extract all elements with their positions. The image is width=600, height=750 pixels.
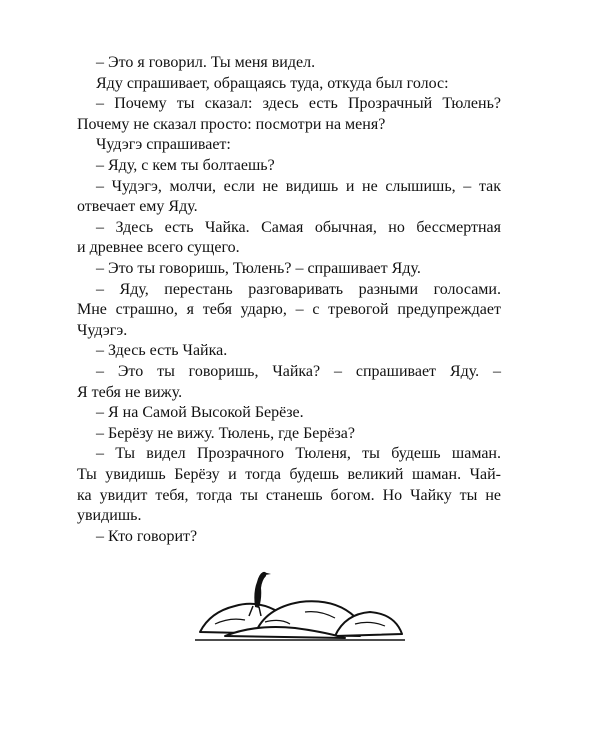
text-line: Почему не сказал просто: посмотри на меня? (77, 115, 386, 133)
text-line: – Почему ты сказал: здесь есть Прозрачный Тюлень? (96, 95, 501, 113)
text-line: и древнее всего сущего. (77, 239, 240, 257)
text-line: – Яду, с кем ты болтаешь? (96, 157, 275, 174)
text-line: отвечает ему Яду. (77, 198, 198, 216)
text-line: – Здесь есть Чайка. (96, 342, 228, 360)
text-line: – Здесь есть Чайка. Самая обычная, но бессмертная (96, 218, 501, 236)
text-line: ка увидит тебя, тогда ты станешь богом. Но Чайку ты не (77, 486, 501, 504)
text-line: – Ты видел Прозрачного Тюленя, ты будешь шаман. (96, 445, 501, 463)
text-line: Чудэгэ спрашивает: (96, 136, 231, 154)
text-line: – Это ты говоришь, Тюлень? – спрашивает Яду. (96, 260, 421, 277)
text-line: – Это ты говоришь, Чайка? – спрашивает Яду. – (96, 363, 501, 380)
text-line: – Я на Самой Высокой Берёзе. (96, 404, 304, 422)
text-line: – Это я говорил. Ты меня видел. (96, 54, 316, 71)
text-line: – Яду, перестань разговаривать разными голосами. (96, 280, 501, 298)
text-line: Чудэгэ. (77, 321, 128, 339)
text-line: – Берёзу не вижу. Тюлень, где Берёза? (96, 424, 356, 442)
bird-on-rocks-illustration (195, 562, 405, 647)
text-line: Я тебя не вижу. (77, 383, 183, 401)
text-line: Яду спрашивает, обращаясь туда, откуда был голос: (96, 74, 449, 92)
text-line: увидишь. (77, 507, 142, 525)
text-line: Мне страшно, я тебя ударю, – с тревогой предупреждает (77, 301, 501, 319)
text-line: – Чудэгэ, молчи, если не видишь и не слышишь, – так (96, 177, 501, 195)
text-line: Ты увидишь Берёзу и тогда будешь великий шаман. Чай- (77, 466, 501, 483)
text-line: – Кто говорит? (96, 527, 198, 545)
